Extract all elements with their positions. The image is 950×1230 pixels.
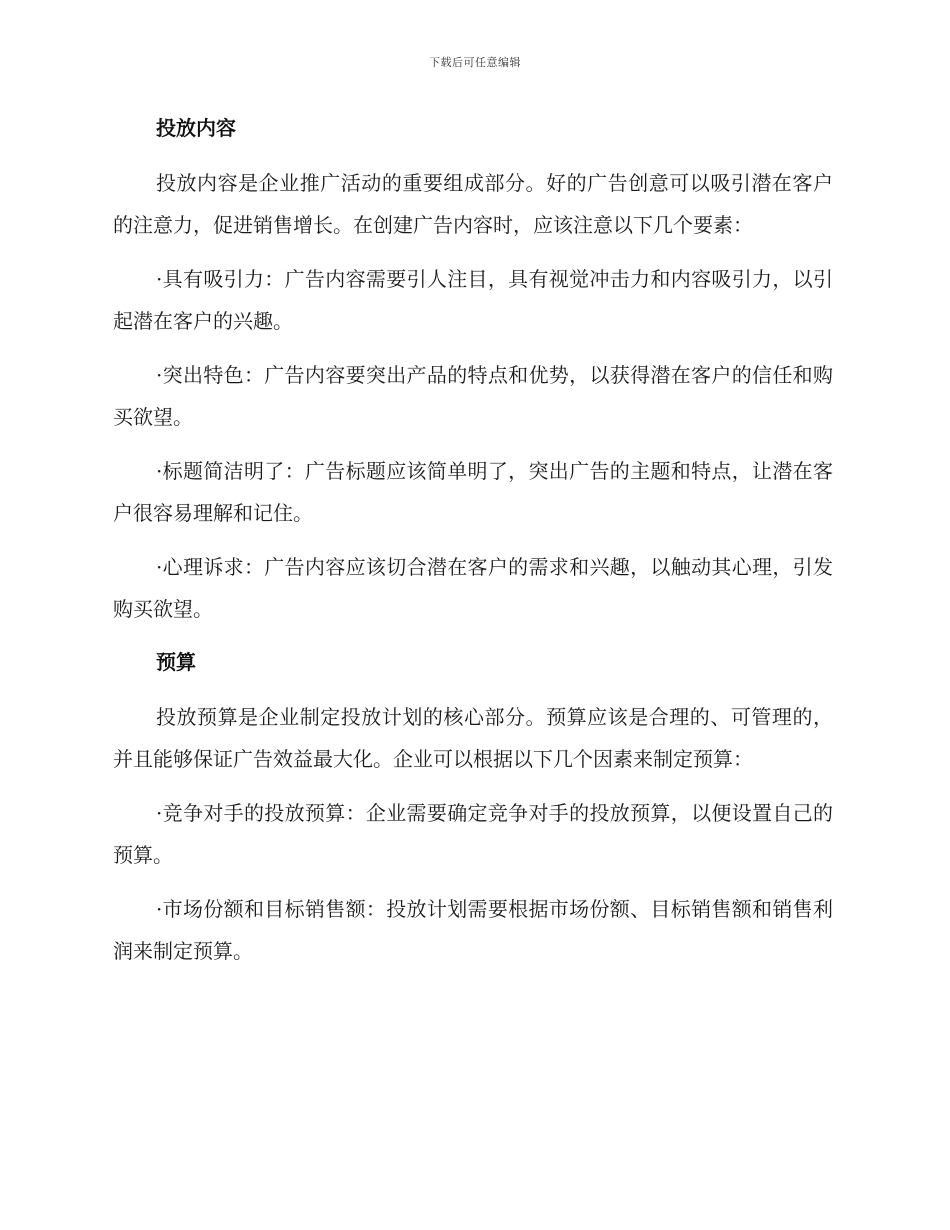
bullet-item: ·标题简洁明了：广告标题应该简单明了，突出广告的主题和特点，让潜在客户很容易理解和记住。: [113, 459, 833, 525]
bullet-item: ·具有吸引力：广告内容需要引人注目，具有视觉冲击力和内容吸引力，以引起潜在客户的兴趣。: [113, 267, 833, 333]
section-heading-content: 投放内容: [156, 116, 236, 140]
bullet-item: ·竞争对手的投放预算：企业需要确定竞争对手的投放预算，以便设置自己的预算。: [113, 801, 833, 867]
bullet-item: ·突出特色：广告内容要突出产品的特点和优势，以获得潜在客户的信任和购买欲望。: [113, 363, 833, 429]
section-heading-budget: 预算: [156, 650, 196, 674]
section-intro-budget: 投放预算是企业制定投放计划的核心部分。预算应该是合理的、可管理的，并且能够保证广告效益最大化。企业可以根据以下几个因素来制定预算：: [113, 705, 833, 771]
bullet-item: ·心理诉求：广告内容应该切合潜在客户的需求和兴趣，以触动其心理，引发购买欲望。: [113, 555, 833, 621]
bullet-item: ·市场份额和目标销售额：投放计划需要根据市场份额、目标销售额和销售利润来制定预算。: [113, 897, 833, 963]
document-body: [113, 108, 833, 972]
header-note: 下载后可任意编辑: [429, 56, 521, 69]
section-intro-content: 投放内容是企业推广活动的重要组成部分。好的广告创意可以吸引潜在客户的注意力，促进销售增长。在创建广告内容时，应该注意以下几个要素：: [113, 171, 833, 237]
